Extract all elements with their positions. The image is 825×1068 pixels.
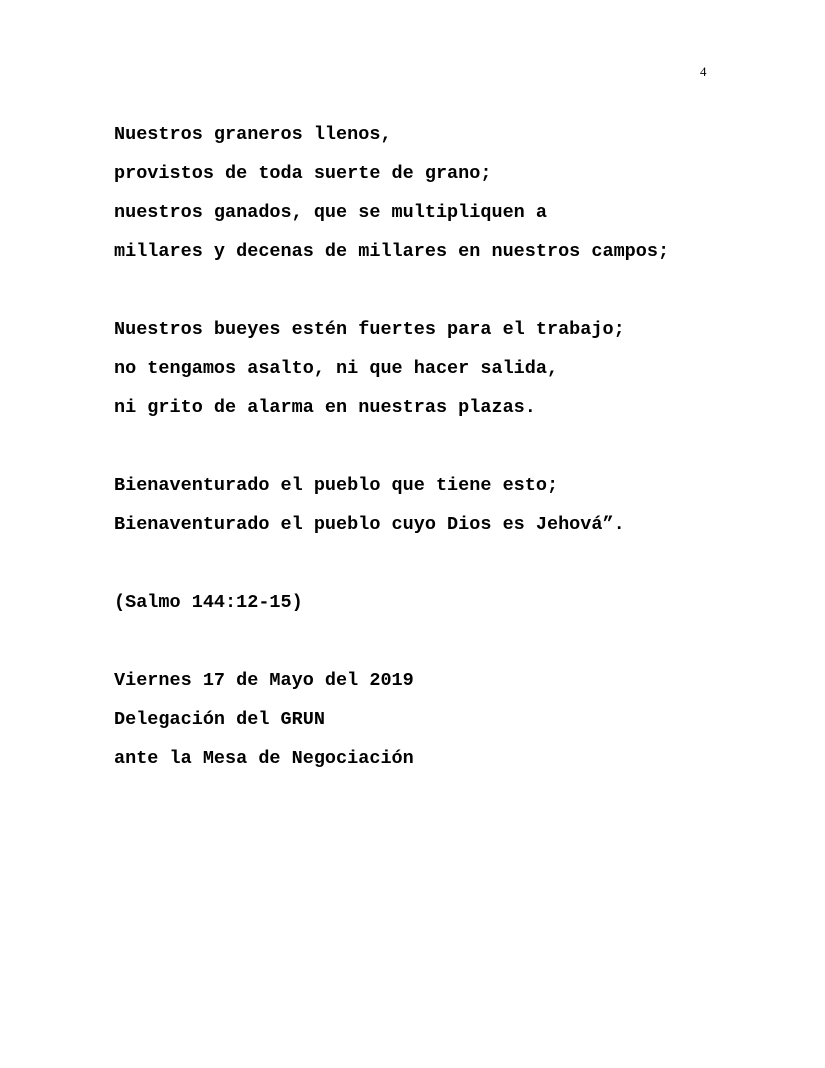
page-number: 4 xyxy=(700,64,707,79)
citation: (Salmo 144:12-15) xyxy=(114,592,303,613)
verse-line: millares y decenas de millares en nuestros campos; xyxy=(114,241,670,262)
verse-line: Bienaventurado el pueblo cuyo Dios es Jehová”. xyxy=(114,514,625,535)
signature-block xyxy=(114,661,794,778)
stanza-spacer xyxy=(114,544,794,583)
stanza-spacer xyxy=(114,271,794,310)
verse-line: no tengamos asalto, ni que hacer salida, xyxy=(114,358,559,379)
signature-role: ante la Mesa de Negociación xyxy=(114,748,414,769)
document-body xyxy=(114,115,794,778)
verse-line: nuestros ganados, que se multipliquen a xyxy=(114,202,547,223)
stanza-1 xyxy=(114,115,794,271)
stanza-2 xyxy=(114,310,794,427)
stanza-3 xyxy=(114,466,794,544)
verse-line: Nuestros graneros llenos, xyxy=(114,124,392,145)
stanza-spacer xyxy=(114,427,794,466)
verse-line: ni grito de alarma en nuestras plazas. xyxy=(114,397,536,418)
signature-date: Viernes 17 de Mayo del 2019 xyxy=(114,670,414,691)
verse-line: provistos de toda suerte de grano; xyxy=(114,163,492,184)
signature-delegation: Delegación del GRUN xyxy=(114,709,325,730)
section-spacer xyxy=(114,622,794,661)
verse-line: Bienaventurado el pueblo que tiene esto; xyxy=(114,475,559,496)
verse-line: Nuestros bueyes estén fuertes para el trabajo; xyxy=(114,319,625,340)
